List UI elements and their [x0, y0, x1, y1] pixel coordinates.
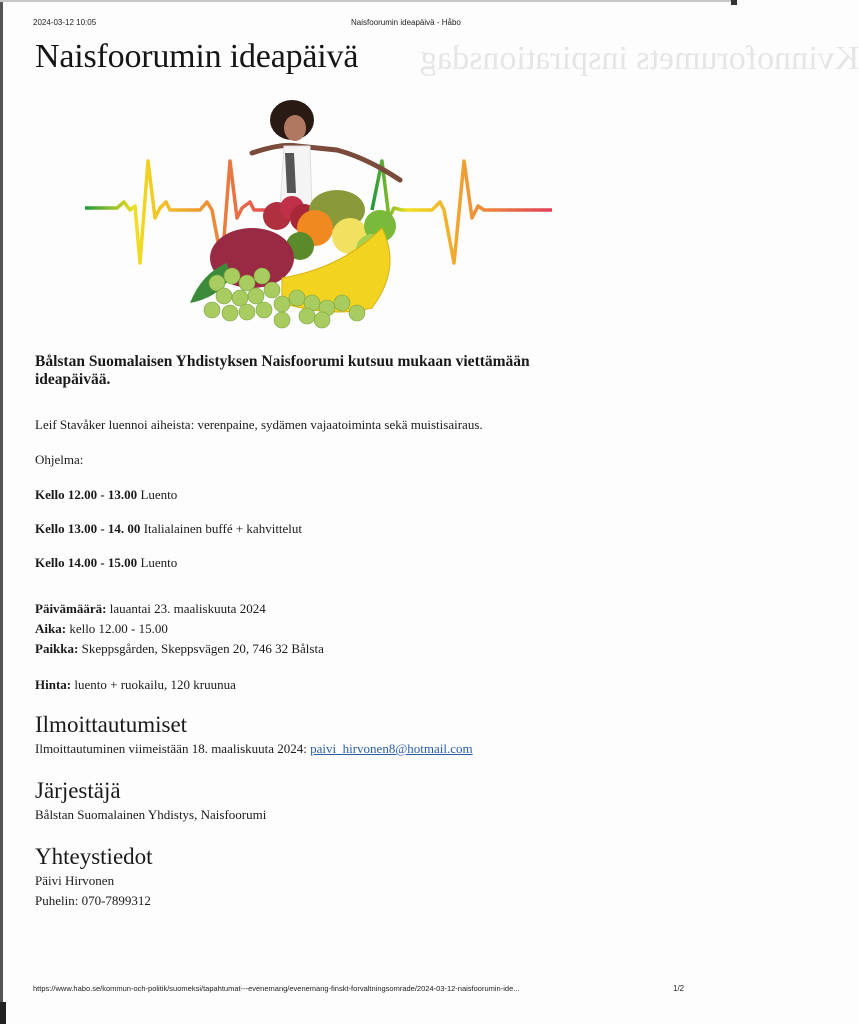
program-item [35, 487, 177, 503]
program-activity: Luento [140, 487, 178, 502]
organizer-text: Bålstan Suomalainen Yhdistys, Naisfoorumi [35, 807, 267, 822]
program-time: Kello 13.00 - 14. 00 [35, 521, 141, 536]
heartbeat-line-right [372, 161, 552, 263]
detail-value: luento + ruokailu, 120 kruunua [74, 677, 236, 692]
registration-email-link[interactable]: paivi_hirvonen8@hotmail.com [310, 741, 473, 756]
intro-text: Bålstan Suomalaisen Yhdistyksen Naisfoorumi kutsuu mukaan viettämään ideapäivää. [35, 353, 530, 388]
program-label: Ohjelma: [35, 452, 84, 467]
registration-deadline: Ilmoittautuminen viimeistään 18. maaliskuuta 2024: [35, 741, 311, 756]
detail-label: Paikka: [35, 641, 79, 656]
registration-heading: Ilmoittautumiset [35, 712, 188, 737]
program-item [35, 555, 177, 571]
fruit-basket [190, 190, 396, 328]
print-page-title: Naisfoorumin ideapäivä - Håbo [351, 18, 461, 27]
registration-text [35, 741, 473, 757]
lecture-text: Leif Stavåker luennoi aiheista: verenpaine, sydämen vajaatoiminta sekä muistisairaus. [35, 417, 483, 432]
detail-value: kello 12.00 - 15.00 [69, 621, 168, 636]
detail-label: Hinta: [35, 677, 72, 692]
scan-corner-mark [0, 1002, 6, 1024]
contact-phone: Puhelin: 070-7899312 [35, 893, 151, 908]
program-time: Kello 12.00 - 13.00 [35, 487, 138, 502]
detail-time [35, 621, 168, 637]
scan-corner-mark [731, 0, 737, 5]
print-footer-url: https://www.habo.se/kommun-och-politik/suomeksi/tapahtumat---evenemang/evenemang-finskt-forvaltningsomrade/2024-03-12-naisfoorumin-ide... [33, 984, 520, 993]
scan-edge-left [0, 0, 3, 1024]
scan-edge-top [0, 0, 737, 2]
program-activity: Italialainen buffé + kahvittelut [143, 521, 303, 536]
program-time: Kello 14.00 - 15.00 [35, 555, 138, 570]
hero-image [82, 98, 582, 338]
print-page-number: 1/2 [673, 984, 685, 993]
bleed-through: Kvinnoforumets inspirationsdag [420, 40, 859, 77]
detail-value: Skeppsgården, Skeppsvägen 20, 746 32 Bålsta [81, 641, 324, 656]
detail-label: Päivämäärä: [35, 601, 107, 616]
detail-date [35, 601, 266, 617]
detail-place [35, 641, 324, 657]
print-datetime: 2024-03-12 10:05 [33, 18, 97, 27]
detail-value: lauantai 23. maaliskuuta 2024 [109, 601, 266, 616]
page-title: Naisfoorumin ideapäivä [35, 38, 359, 75]
contact-heading: Yhteystiedot [35, 844, 153, 869]
detail-price [35, 677, 236, 693]
contact-name: Päivi Hirvonen [35, 873, 115, 888]
program-item [35, 521, 302, 537]
program-activity: Luento [140, 555, 178, 570]
detail-label: Aika: [35, 621, 67, 636]
organizer-heading: Järjestäjä [35, 778, 121, 803]
